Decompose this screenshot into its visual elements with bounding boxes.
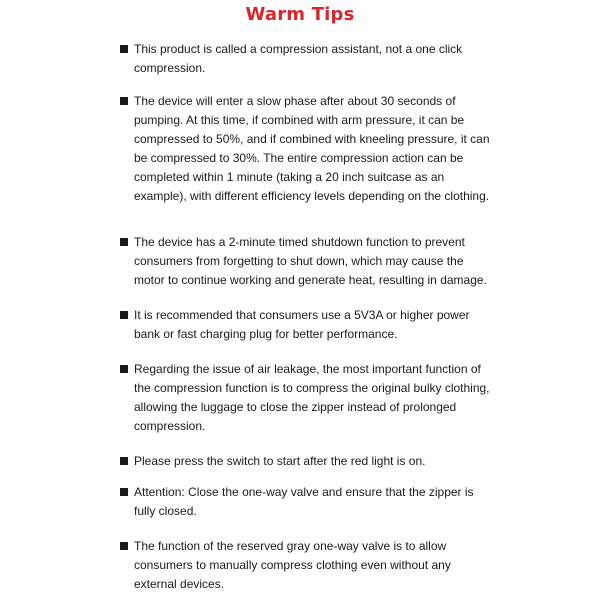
tip-item: [119, 537, 491, 594]
page-title: Warm Tips: [245, 4, 355, 25]
square-bullet-icon: [120, 238, 128, 246]
tip-text: Attention: Close the one-way valve and ensure that the zipper is fully closed.: [134, 485, 474, 518]
tip-item: [119, 92, 491, 206]
square-bullet-icon: [120, 488, 128, 496]
tip-text: It is recommended that consumers use a 5V3A or higher power bank or fast charging plug for better performance.: [134, 308, 470, 341]
tip-item: [119, 360, 491, 436]
square-bullet-icon: [120, 45, 128, 53]
tip-item: [119, 306, 491, 344]
tip-item: [119, 40, 491, 78]
tip-text: This product is called a compression assistant, not a one click compression.: [134, 42, 463, 75]
square-bullet-icon: [120, 365, 128, 373]
tip-text: Please press the switch to start after the red light is on.: [134, 454, 426, 468]
tip-item: [119, 452, 491, 471]
tip-text: The device will enter a slow phase after about 30 seconds of pumping. At this time, if combined with arm pressure, it can be compressed to 50%, and if combined with kneeling pressure, it can be compressed to 30%. The entire compression action can be completed within 1 minute (taking a 20 inch suitcase as an example), with different efficiency levels depending on the clothing.: [134, 94, 490, 203]
tip-item: [119, 233, 491, 290]
tip-text: Regarding the issue of air leakage, the most important function of the compression function is to compress the original bulky clothing, allowing the luggage to close the zipper instead of prolonged compression.: [134, 362, 490, 433]
square-bullet-icon: [120, 457, 128, 465]
tip-text: The function of the reserved gray one-way valve is to allow consumers to manually compress clothing even without any external devices.: [134, 539, 451, 591]
tip-text: The device has a 2-minute timed shutdown function to prevent consumers from forgetting to shut down, which may cause the motor to continue working and generate heat, resulting in damage.: [134, 235, 487, 287]
square-bullet-icon: [120, 311, 128, 319]
square-bullet-icon: [120, 542, 128, 550]
tips-list: [119, 40, 491, 594]
tip-item: [119, 483, 491, 521]
square-bullet-icon: [120, 97, 128, 105]
